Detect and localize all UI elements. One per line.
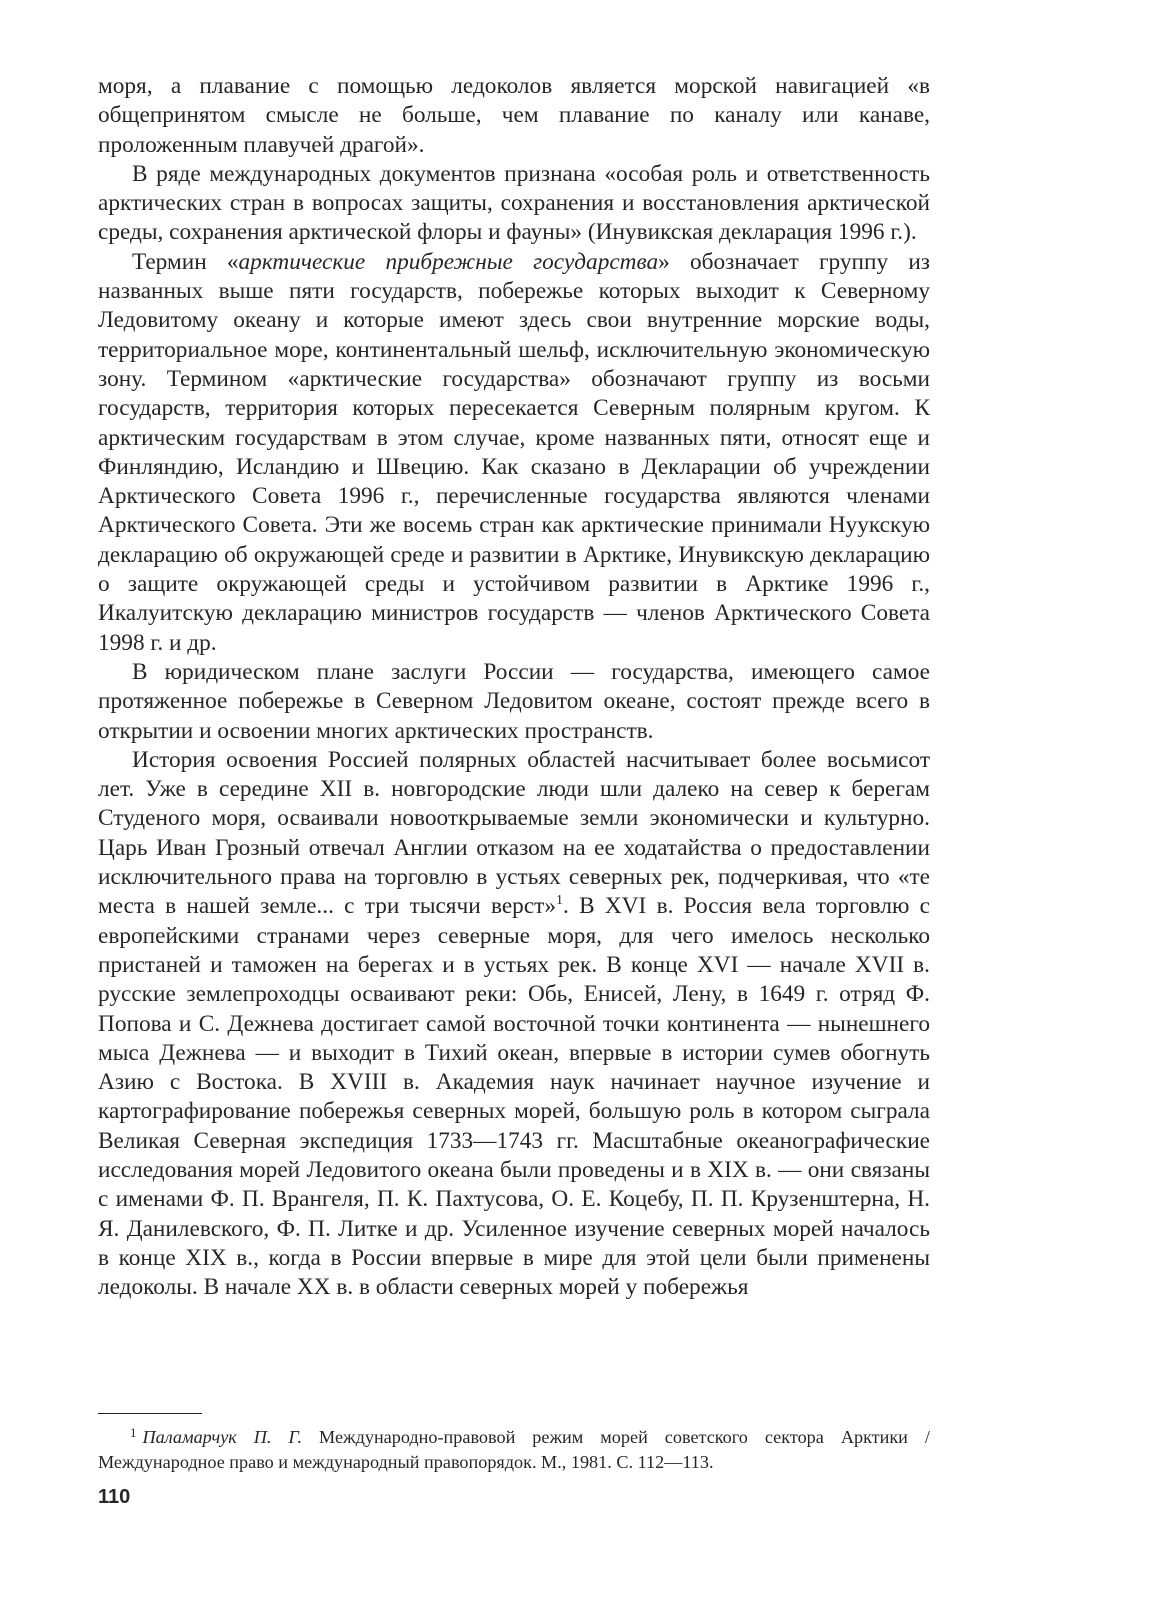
footnote bbox=[98, 1425, 930, 1474]
footnote-paragraph bbox=[98, 1425, 930, 1474]
text-run: Термин « bbox=[132, 248, 239, 275]
footnote-marker: 1 bbox=[130, 1425, 137, 1440]
footnote-reference: 1 bbox=[556, 893, 563, 909]
footnote-author: Паламарчук П. Г. bbox=[142, 1427, 303, 1447]
text-run: В юридическом плане заслуги России — государства, имеющего самое протяженное побережье в Северном Ледовитом океане, состоят прежде всего в открытии и освоении многих арктических пространств. bbox=[98, 658, 930, 744]
text-run: В ряде международных документов признана «особая роль и ответственность арктических стран в вопросах защиты, сохранения и восстановления арктической среды, сохранения арктической флоры и фауны» (Инувикская декларация 1996 г.). bbox=[98, 160, 930, 246]
paragraph bbox=[98, 658, 930, 746]
italic-term: арктические прибрежные государства bbox=[238, 248, 659, 275]
footnote-divider bbox=[98, 1413, 202, 1414]
text-run: моря, а плавание с помощью ледоколов является морской навигацией «в общепринятом смысле не больше, чем плавание по каналу или канаве, проложенным плавучей драгой». bbox=[98, 73, 930, 158]
paragraph bbox=[98, 160, 930, 248]
paragraph bbox=[98, 746, 930, 1303]
text-run: . В XVI в. Россия вела торговлю с европейскими странами через северные моря, для чего имелось несколько пристаней и таможен на берегах и в устьях рек. В конце XVI — начале XVII в. русские землепроходцы осваивают реки: Обь, Енисей, Лену, в 1649 г. отряд Ф. Попова и С. Дежнева достигает самой восточной точки континента — нынешнего мыса Дежнева — и выходит в Тихий океан, впервые в истории сумев обогнуть Азию с Востока. В XVIII в. Академия наук начинает научное изучение и картографирование побережья северных морей, большую роль в котором сыграла Великая Северная экспедиция 1733—1743 гг. Масштабные океанографические исследования морей Ледовитого океана были проведены и в XIX в. — они связаны с именами Ф. П. Врангеля, П. К. Пахтусова, О. Е. Коцебу, П. П. Крузенштерна, Н. Я. Данилевского, Ф. П. Литке и др. Усиленное изучение северных морей началось в конце XIX в., когда в России впервые в мире для этой цели были применены ледоколы. В начале XX в. в области северных морей у побережья bbox=[98, 893, 930, 1301]
text-run: » обозначает группу из названных выше пяти государств, побережье которых выходит к Северному Ледовитому океану и которые имеют здесь свои внутренние морские воды, территориальное море, континентальный шельф, исключительную экономическую зону. Термином «арктические государства» обозначают группу из восьми государств, территория которых пересекается Северным полярным кругом. К арктическим государствам в этом случае, кроме названных пяти, относят еще и Финляндию, Исландию и Швецию. Как сказано в Декларации об учреждении Арктического Совета 1996 г., перечисленные государства являются членами Арктического Совета. Эти же восемь стран как арктические принимали Нуукскую декларацию об окружающей среде и развитии в Арктике, Инувикскую декларацию о защите окружающей среды и устойчивом развитии в Арктике 1996 г., Икалуитскую декларацию министров государств — членов Арктического Совета 1998 г. и др. bbox=[98, 248, 930, 656]
page-number: 110 bbox=[98, 1486, 131, 1508]
footnote-text: Международно-правовой режим морей советского сектора Арктики / Международное право и международный правопорядок. М., 1981. С. 112—113. bbox=[98, 1427, 930, 1472]
paragraph bbox=[98, 248, 930, 658]
paragraph bbox=[98, 72, 930, 160]
text-run: История освоения Россией полярных областей насчитывает более восьмисот лет. Уже в середине XII в. новгородские люди шли далеко на север к берегам Студеного моря, осваивали новооткрываемые земли экономически и культурно. Царь Иван Грозный отвечал Англии отказом на ее ходатайства о предоставлении исключительного права на торговлю в устьях северных рек, подчеркивая, что «те места в нашей земле... с три тысячи верст» bbox=[98, 746, 930, 920]
main-text bbox=[98, 72, 930, 1302]
